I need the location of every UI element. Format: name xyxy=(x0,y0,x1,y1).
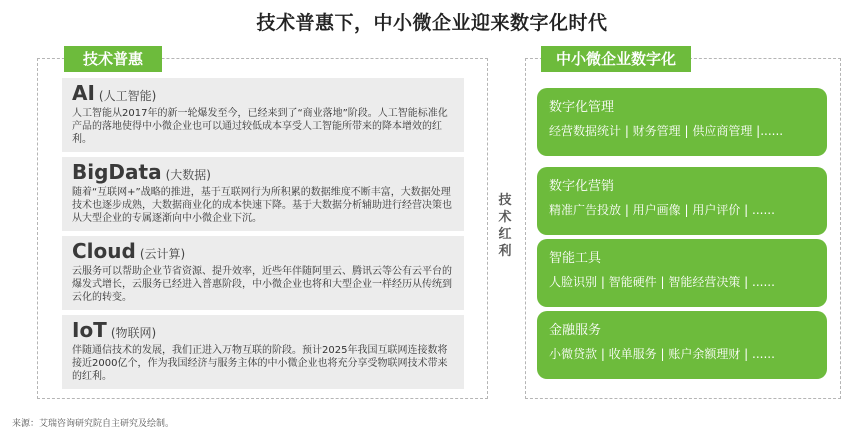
tech-item-subtitle: (人工智能) xyxy=(98,89,157,103)
digital-card-smart-tools xyxy=(537,239,827,307)
tech-item-name: AI xyxy=(72,81,95,105)
tech-item-description: 人工智能从2017年的新一轮爆发至今，已经来到了“商业落地”阶段。人工智能标准化产品的落地使得中小微企业也可以通过较低成本享受人工智能所带来的降本增效的红利。 xyxy=(72,108,448,145)
digital-card-items: 人脸识别 | 智能硬件 | 智能经营决策 | ...... xyxy=(549,275,775,289)
digital-card-management xyxy=(537,88,827,156)
tech-dividend-char: 红 xyxy=(498,227,512,242)
tech-benefit-tag: 技术普惠 xyxy=(64,46,162,72)
tech-dividend-label xyxy=(496,192,514,260)
tech-item-iot xyxy=(62,315,464,389)
tech-item-name: IoT xyxy=(72,318,107,342)
digital-card-items: 精准广告投放 | 用户画像 | 用户评价 | ...... xyxy=(549,203,775,217)
tech-item-subtitle: (云计算) xyxy=(139,247,186,261)
digital-card-title: 金融服务 xyxy=(549,323,602,338)
tech-dividend-char: 术 xyxy=(498,210,512,225)
tech-item-subtitle: (物联网) xyxy=(110,326,157,340)
tech-item-cloud xyxy=(62,236,464,310)
tech-dividend-char: 技 xyxy=(498,193,512,208)
tech-item-bigdata xyxy=(62,157,464,231)
tech-dividend-char: 利 xyxy=(498,244,512,259)
tech-item-description: 伴随通信技术的发展，我们正进入万物互联的阶段。预计2025年我国互联网连接数将接近2000亿个，作为我国经济与服务主体的中小微企业也将充分享受物联网技术带来的红利。 xyxy=(72,345,448,382)
tech-item-name: BigData xyxy=(72,160,162,184)
digital-card-finance xyxy=(537,311,827,379)
digital-card-marketing xyxy=(537,167,827,235)
digital-card-items: 经营数据统计 | 财务管理 | 供应商管理 |...... xyxy=(549,124,784,138)
digital-card-title: 智能工具 xyxy=(549,251,602,266)
tech-item-subtitle: (大数据) xyxy=(165,168,211,182)
digital-card-items: 小微贷款 | 收单服务 | 账户余额理财 | ...... xyxy=(549,347,775,361)
tech-item-name: Cloud xyxy=(72,239,136,263)
digital-card-title: 数字化管理 xyxy=(549,100,615,115)
digital-card-title: 数字化营销 xyxy=(549,179,615,194)
page-title: 技术普惠下，中小微企业迎来数字化时代 xyxy=(256,12,608,34)
source-note: 来源：艾瑞咨询研究院自主研究及绘制。 xyxy=(12,419,175,429)
digitalization-tag: 中小微企业数字化 xyxy=(541,46,691,72)
tech-item-ai xyxy=(62,78,464,152)
tech-item-description: 云服务可以帮助企业节省资源、提升效率，近些年伴随阿里云、腾讯云等公有云平台的爆发式增长，云服务已经进入普惠阶段，中小微企业也将和大型企业一样经历从传统到云化的转变。 xyxy=(72,266,452,303)
tech-item-description: 随着“互联网+”战略的推进，基于互联网行为所积累的数据维度不断丰富，大数据处理技术也逐步成熟，大数据商业化的成本快速下降。基于大数据分析辅助进行经营决策也从大型企业的专属逐渐向中小微企业下沉。 xyxy=(72,187,452,224)
